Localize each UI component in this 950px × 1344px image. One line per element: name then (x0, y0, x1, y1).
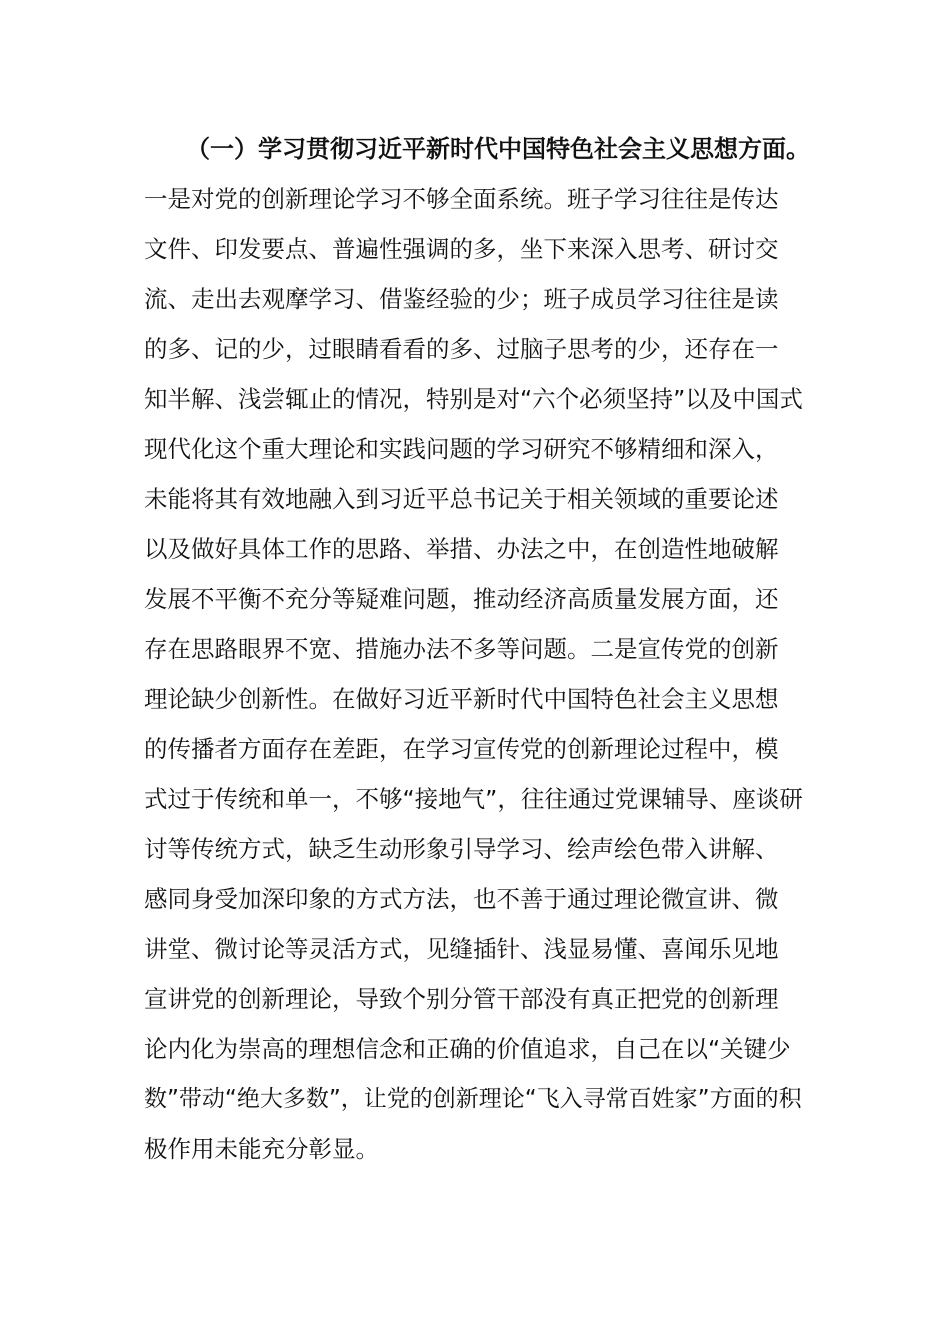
paragraph-line: 宣讲党的创新理论，导致个别分管干部没有真正把党的创新理 (144, 985, 779, 1013)
paragraph-line: 知半解、浅尝辄止的情况，特别是对“六个必须坚持”以及中国式 (144, 385, 803, 413)
paragraph-line: 感同身受加深印象的方式方法，也不善于通过理论微宣讲、微 (144, 885, 779, 913)
paragraph-line: 现代化这个重大理论和实践问题的学习研究不够精细和深入， (144, 435, 779, 463)
paragraph-line: 的传播者方面存在差距，在学习宣传党的创新理论过程中，模 (144, 735, 779, 763)
paragraph-line: 一是对党的创新理论学习不够全面系统。班子学习往往是传达 (144, 185, 779, 213)
paragraph-line: 式过于传统和单一，不够“接地气”，往往通过党课辅导、座谈研 (144, 785, 803, 813)
paragraph-line: 极作用未能充分彰显。 (144, 1135, 379, 1163)
document-body (144, 124, 810, 1174)
paragraph (144, 174, 806, 1174)
paragraph-line: 理论缺少创新性。在做好习近平新时代中国特色社会主义思想 (144, 685, 779, 713)
paragraph-line: 流、走出去观摩学习、借鉴经验的少；班子成员学习往往是读 (144, 285, 779, 313)
paragraph-line: 以及做好具体工作的思路、举措、办法之中，在创造性地破解 (144, 535, 779, 563)
paragraph-line: 数”带动“绝大多数”，让党的创新理论“飞入寻常百姓家”方面的积 (144, 1086, 802, 1112)
paragraph-line: 讨等传统方式，缺乏生动形象引导学习、绘声绘色带入讲解、 (144, 835, 779, 863)
paragraph-line: 未能将其有效地融入到习近平总书记关于相关领域的重要论述 (144, 485, 779, 513)
paragraph-line: 存在思路眼界不宽、措施办法不多等问题。二是宣传党的创新 (144, 635, 779, 663)
paragraph-line: 讲堂、微讨论等灵活方式，见缝插针、浅显易懂、喜闻乐见地 (144, 935, 779, 963)
paragraph-line: 文件、印发要点、普遍性强调的多，坐下来深入思考、研讨交 (144, 235, 779, 263)
section-heading: （一）学习贯彻习近平新时代中国特色社会主义思想方面。 (186, 135, 810, 163)
paragraph-line: 的多、记的少，过眼睛看看的多、过脑子思考的少，还存在一 (144, 335, 779, 363)
paragraph-line: 论内化为崇高的理想信念和正确的价值追求，自己在以“关键少 (144, 1035, 791, 1063)
paragraph-line: 发展不平衡不充分等疑难问题，推动经济高质量发展方面，还 (144, 585, 779, 613)
